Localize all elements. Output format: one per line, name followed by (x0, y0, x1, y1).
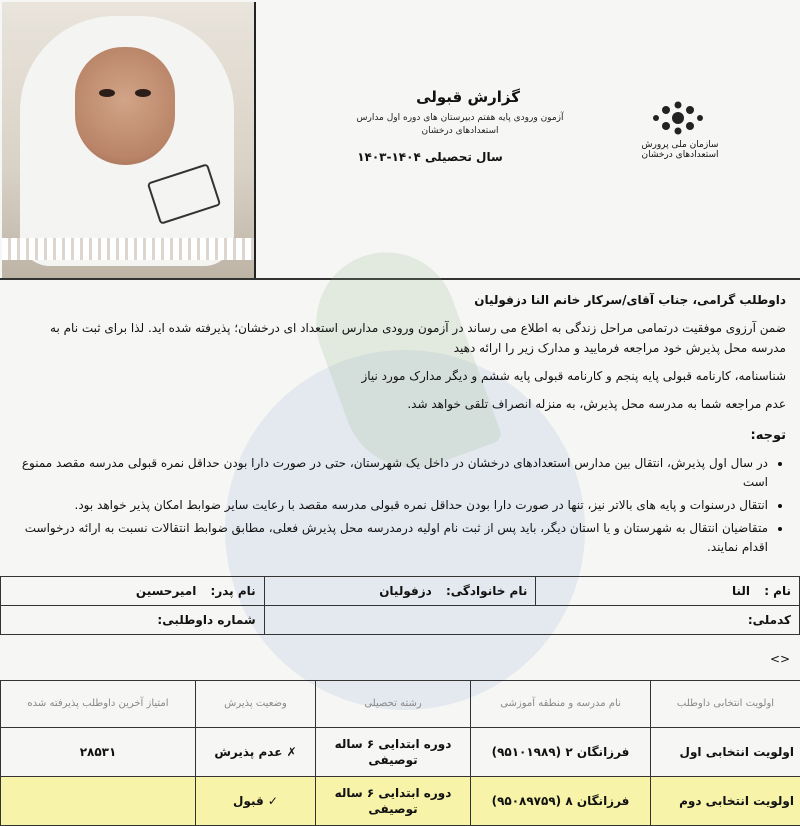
national-id-cell (264, 606, 799, 635)
father-cell (1, 577, 265, 606)
greeting: داوطلب گرامی، جناب آقای/سرکار خانم النا دزفولیان (86, 290, 786, 310)
photo-face (75, 47, 175, 165)
status-cell: ✓ قبول (196, 777, 316, 826)
family-label: نام خانوادگی: (446, 584, 527, 598)
family-cell (264, 577, 536, 606)
header-score: امتیاز آخرین داوطلب پذیرفته شده (1, 681, 196, 728)
priority-cell: اولویت انتخابی دوم (651, 777, 800, 826)
school-cell: فرزانگان ۸ (۹۵۰۸۹۷۵۹) (471, 777, 651, 826)
note-item: • انتقال درسنوات و پایه های بالاتر نیز، تنها در صورت دارا بودن حداقل نمره قبولی مدرسه مقصد با رعایت سایر ضوابط امکان پذیر خواهد بود. (8, 496, 768, 515)
note-item: • متقاضیان انتقال به شهرستان و یا استان دیگر، باید پس از ثبت نام اولیه درمدرسه محل پذیرش فعلی، مطابق ضوابط انتقالات نسبت به ارائه درخواست اقدام نمایند. (8, 519, 768, 557)
name-label: نام : (764, 584, 791, 598)
results-header-row (1, 681, 800, 728)
candidate-info-table (0, 576, 800, 635)
status-cell: ✗ عدم پذیرش (196, 728, 316, 777)
results-table (0, 680, 800, 826)
header-field: رشته تحصیلی (316, 681, 471, 728)
note-heading: توجه: (586, 426, 786, 446)
father-value: امیرحسین (136, 584, 196, 598)
candidate-number-cell (1, 606, 265, 635)
candidate-photo (2, 2, 256, 278)
priority-cell: اولویت انتخابی اول (651, 728, 800, 777)
table-row (1, 728, 800, 777)
paragraph-warning: عدم مراجعه شما به مدرسه محل پذیرش، به منزله انصراف تلقی خواهد شد. (16, 394, 786, 414)
nav-arrows-icon: <> (770, 652, 790, 666)
table-row-accepted (1, 777, 800, 826)
report-subtitle: آزمون ورودی پایه هفتم دبیرستان های دوره اول مدارس استعدادهای درخشان (340, 112, 580, 138)
paragraph-documents: شناسنامه، کارنامه قبولی پایه پنجم و کارنامه قبولی پایه ششم و دیگر مدارک مورد نیاز (16, 366, 786, 386)
photo-lace (2, 238, 254, 260)
field-cell: دوره ابتدایی ۶ ساله توصیفی (316, 728, 471, 777)
header-school: نام مدرسه و منطقه آموزشی (471, 681, 651, 728)
candidate-number-label: شماره داوطلبی: (157, 613, 255, 627)
score-cell (1, 777, 196, 826)
field-cell: دوره ابتدایی ۶ ساله توصیفی (316, 777, 471, 826)
father-label: نام پدر: (211, 584, 256, 598)
academic-year: سال تحصیلی ۱۴۰۴-۱۴۰۳ (330, 150, 530, 164)
logo-caption: سازمان ملی پرورش استعدادهای درخشان (620, 140, 740, 160)
score-cell: ۲۸۵۳۱ (1, 728, 196, 777)
paragraph-acceptance: ضمن آرزوی موفقیت درتمامی مراحل زندگی به اطلاع می رساند در آزمون ورودی مدارس استعداد ای درخشان؛ پذیرفته شده اید. لذا برای ثبت نام به مدرسه محل پذیرش خود مراجعه فرمایید و مدارک زیر را ارائه دهید (16, 318, 786, 358)
photo-eye (99, 89, 115, 97)
name-value: النا (732, 584, 750, 598)
organization-logo-icon (648, 100, 708, 136)
national-id-label: کدملی: (748, 613, 791, 627)
name-cell (536, 577, 800, 606)
school-cell: فرزانگان ۲ (۹۵۱۰۱۹۸۹) (471, 728, 651, 777)
notes-list (8, 454, 786, 561)
header-priority: اولویت انتخابی داوطلب (651, 681, 800, 728)
photo-eye (135, 89, 151, 97)
report-title: گزارش قبولی (340, 88, 520, 106)
family-value: دزفولیان (379, 584, 432, 598)
header-status: وضعیت پذیرش (196, 681, 316, 728)
note-item: • در سال اول پذیرش، انتقال بین مدارس استعدادهای درخشان در داخل یک شهرستان، حتی در صورت دارا بودن حداقل نمره قبولی مدرسه مقصد ممنوع است (8, 454, 768, 492)
